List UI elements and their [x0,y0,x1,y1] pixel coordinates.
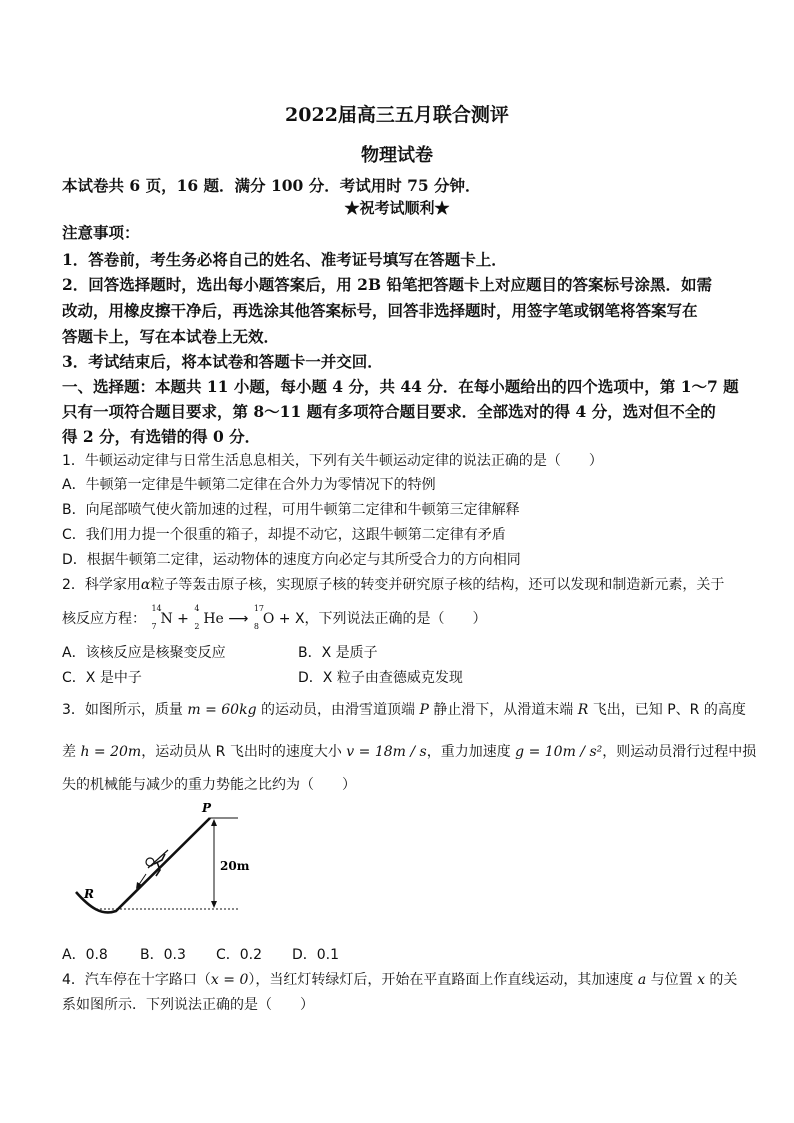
q1-option-c: C．我们用力提一个很重的箱子，却提不动它，这跟牛顿第二定律有矛盾 [62,527,506,543]
section-instruction: 得 2 分，有选错的得 0 分． [62,427,261,446]
q2-stem: 2．科学家用α粒子等轰击原子核，实现原子核的转变并研究原子核的结构，还可以发现和制造新元素，关于 [62,577,725,593]
q1-option-a: A．牛顿第一定律是牛顿第二定律在合外力为零情况下的特例 [62,477,436,493]
note-line: 答题卡上，写在本试卷上无效． [62,327,280,346]
q2-option-d: D．X 粒子由查德威克发现 [298,670,463,686]
arrow-head-down [211,901,217,908]
note-line: 2．回答选择题时，选出每小题答案后，用 2B 铅笔把答题卡上对应题目的答案标号涂黑．如需 [62,275,712,294]
q2-option-b: B．X 是质子 [298,645,378,661]
q3-option-a: A．0.8 [62,947,108,963]
nuclide-helium: 4 2 He [194,604,224,631]
q3-option-b: B．0.3 [140,947,186,963]
nuclide-oxygen: 17 8 O [253,604,275,631]
exam-wish: ★祝考试顺利★ [344,199,450,217]
q3-option-c: C．0.2 [216,947,263,963]
q4-line2: 系如图所示．下列说法正确的是（ ） [62,997,314,1013]
slope-track [76,818,210,912]
exam-title: 2022届高三五月联合测评 [285,104,509,126]
note-line: 1．答卷前，考生务必将自己的姓名、准考证号填写在答题卡上． [62,250,507,269]
q3-line2: 差 h = 20m，运动员从 R 飞出时的速度大小 v = 18m / s，重力加速度 g = 10m / s²，则运动员滑行过程中损 [62,744,757,760]
q1-option-b: B．向尾部喷气使火箭加速的过程，可用牛顿第二定律和牛顿第三定律解释 [62,502,520,518]
q1-option-d: D．根据牛顿第二定律，运动物体的速度方向必定与其所受合力的方向相同 [62,552,521,568]
q4-line1: 4．汽车停在十字路口（x = 0），当红灯转绿灯后，开始在平直路面上作直线运动，其加速度 a 与位置 x 的关 [62,972,738,988]
q1-stem: 1．牛顿运动定律与日常生活息息相关，下列有关牛顿运动定律的说法正确的是（ ） [62,453,603,469]
note-line: 改动，用橡皮擦干净后，再选涂其他答案标号，回答非选择题时，用签字笔或钢笔将答案写在 [62,301,698,320]
exam-subtitle: 物理试卷 [361,145,433,166]
label-height: 20m [220,859,250,873]
section-instruction: 只有一项符合题目要求，第 8～11 题有多项符合题目要求．全部选对的得 4 分，选对但不全的 [62,402,716,421]
label-p: P [202,801,212,815]
note-line: 3．考试结束后，将本试卷和答题卡一并交回． [62,352,383,371]
q2-options-row2 [62,667,742,687]
q3-option-d: D．0.1 [292,947,340,963]
notes-heading: 注意事项： [62,223,140,242]
nuclide-nitrogen: 14 7 N [151,604,173,631]
q2-equation-line: 核反应方程： 14 7 N + 4 2 He ⟶ 17 8 O + X，下列说法正确的是（ ） [62,604,487,631]
label-r: R [84,887,94,901]
q3-line1: 3．如图所示，质量 m = 60kg 的运动员，由滑雪道顶端 P 静止滑下，从滑道末端 R 飞出，已知 P、R 的高度 [62,702,746,718]
q2-option-a: A．该核反应是核聚变反应 [62,645,226,661]
reaction-arrow: ⟶ [228,611,249,627]
q3-line3: 失的机械能与减少的重力势能之比约为（ ） [62,777,356,793]
q2-option-c: C．X 是中子 [62,670,142,686]
arrow-head-up [211,819,217,826]
q3-options [62,944,742,964]
exam-info: 本试卷共 6 页，16 题．满分 100 分．考试用时 75 分钟． [62,176,481,195]
q2-options-row1 [62,642,742,662]
section-instruction: 一、选择题：本题共 11 小题，每小题 4 分，共 44 分．在每小题给出的四个选项中，第 1～7 题 [62,377,739,396]
ski-slope-figure [62,798,262,928]
alpha-symbol: α [140,577,151,593]
